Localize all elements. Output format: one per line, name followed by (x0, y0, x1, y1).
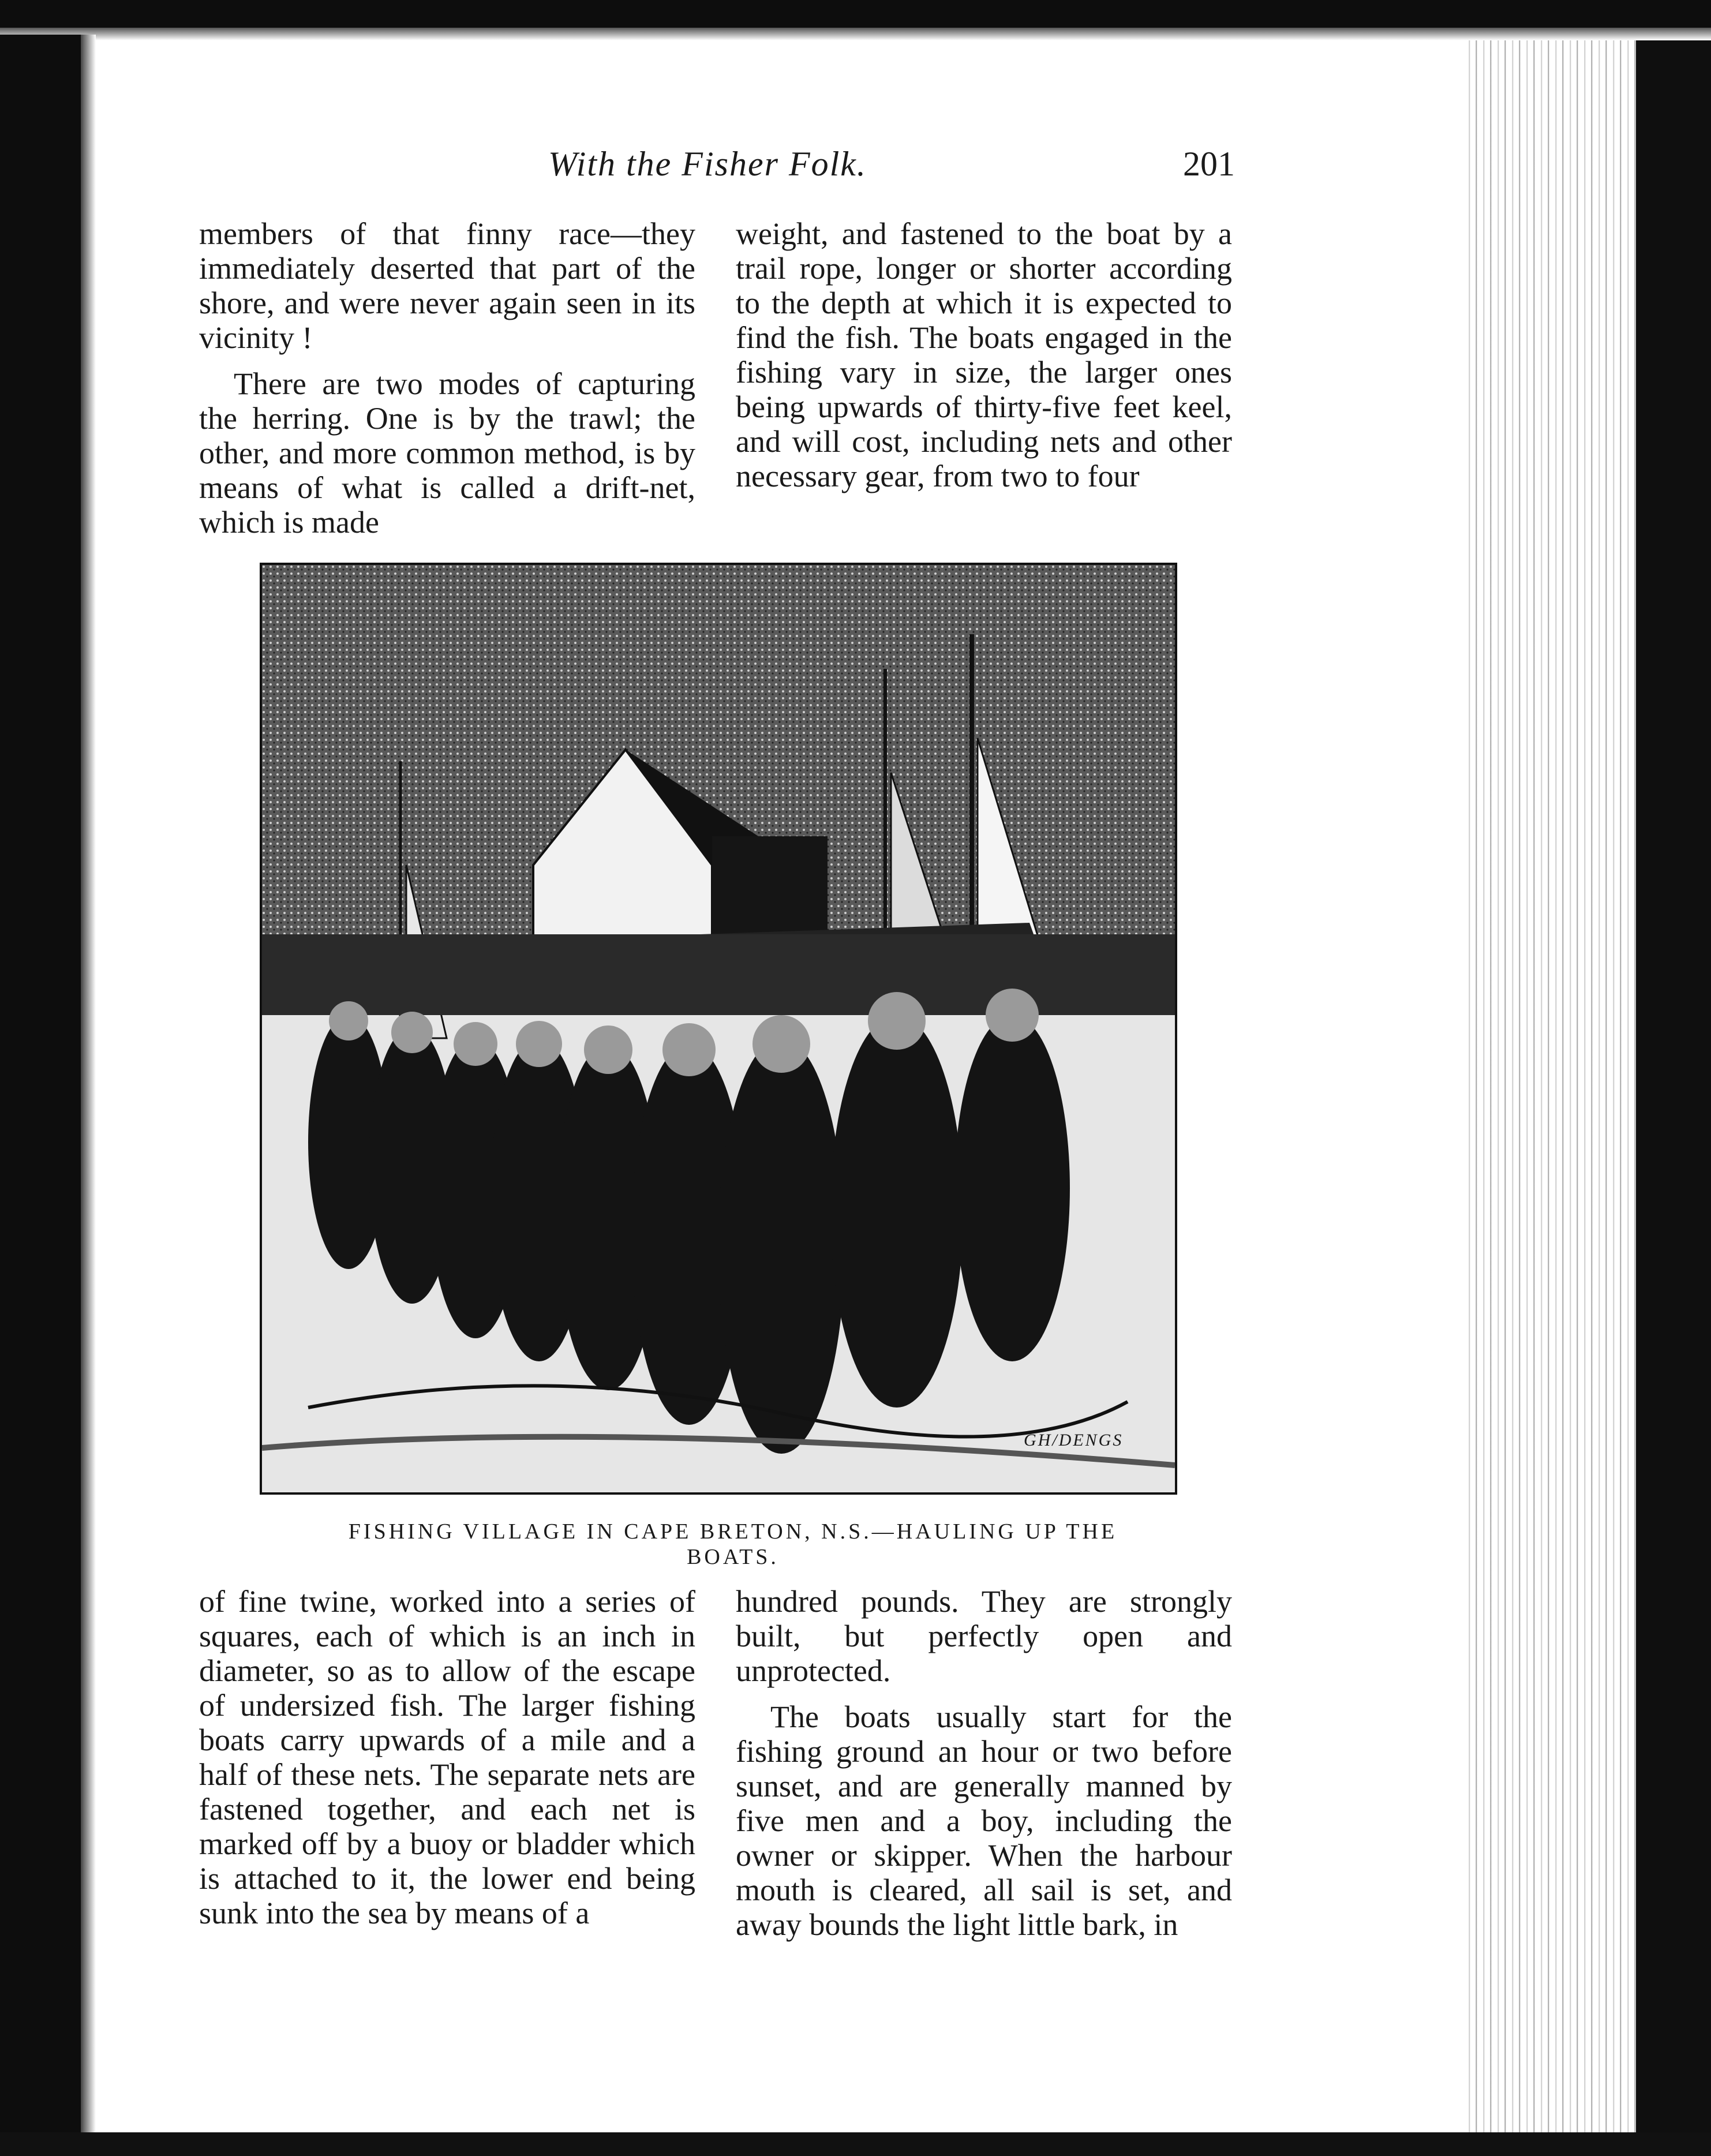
running-title: With the Fisher Folk. (548, 145, 867, 183)
paragraph: The boats usually start for the fishing ground an hour or two before sunset, and are generally manned by five men and a boy, including the owner or skipper. When the harbour mouth is cleared, all sail is set, and away bounds the light little bark, in (736, 1700, 1232, 1942)
book-spine-shadow (1636, 40, 1711, 2132)
engraver-signature: GH/DENGS (1024, 1431, 1124, 1450)
text-column-bottom-left (199, 1584, 695, 1930)
paragraph: There are two modes of capturing the herring. One is by the trawl; the other, and more common method, is by means of what is called a drift-net, which is made (199, 366, 695, 540)
book-page-edges (1463, 40, 1636, 2132)
paragraph: hundred pounds. They are strongly built, but perfectly open and unprotected. (736, 1584, 1232, 1688)
text-column-bottom-right (736, 1584, 1232, 1942)
text-column-top-right (736, 216, 1232, 493)
scan-border-bottom (0, 2132, 1711, 2156)
scan-border-top (0, 0, 1711, 28)
scan-border-left (0, 35, 81, 2135)
paragraph: of fine twine, worked into a series of squares, each of which is an inch in diameter, so as to allow of the escape of undersized fish. The larger fishing boats carry upwards of a mile and a half of these nets. The separate nets are fastened together, and each net is marked off by a buoy or bladder which is attached to it, the lower end being sunk into the sea by means of a (199, 1584, 695, 1930)
text-column-top-left (199, 216, 695, 540)
engraving-fishermen-hauling-boats (260, 563, 1177, 1495)
page-number: 201 (1183, 145, 1235, 183)
paragraph: members of that finny race—they immediately deserted that part of the shore, and were never again seen in its vicinity ! (199, 216, 695, 355)
paragraph: weight, and fastened to the boat by a trail rope, longer or shorter according to the depth at which it is expected to find the fish. The boats engaged in the fishing vary in size, the larger ones being upwards of thirty-five feet keel, and will cost, including nets and other necessary gear, from two to four (736, 216, 1232, 493)
figure-caption: FISHING VILLAGE IN CAPE BRETON, N.S.—HAULING UP THE BOATS. (348, 1519, 1118, 1569)
